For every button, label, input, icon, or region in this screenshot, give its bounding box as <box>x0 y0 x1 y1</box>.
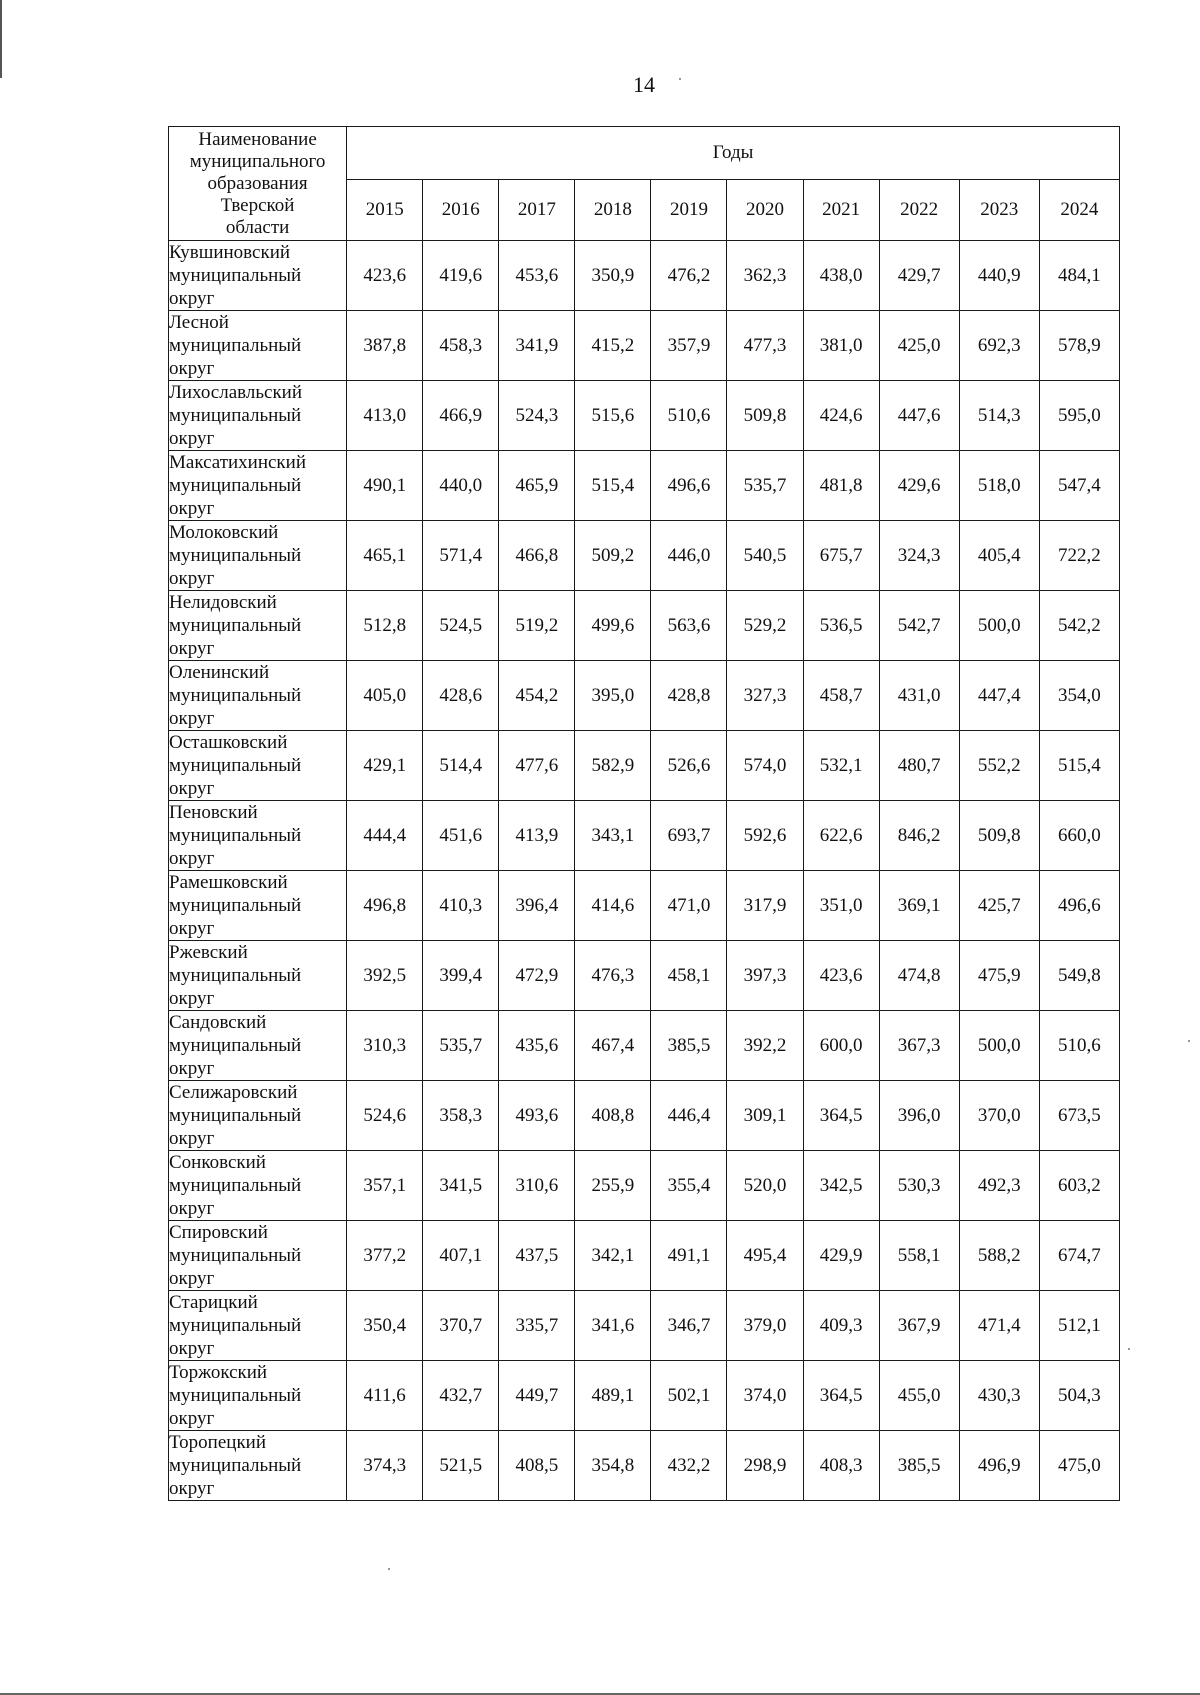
value-cell: 466,8 <box>499 521 575 591</box>
year-header-2022: 2022 <box>879 180 959 241</box>
value-cell: 438,0 <box>803 241 879 311</box>
table-row <box>169 381 1120 451</box>
value-cell: 529,2 <box>727 591 803 661</box>
municipality-name-line: муниципальный <box>169 685 302 706</box>
value-cell: 451,6 <box>423 801 499 871</box>
municipality-name-line: Сандовский <box>169 1012 267 1033</box>
table-row <box>169 1291 1120 1361</box>
value-cell: 480,7 <box>879 731 959 801</box>
value-cell: 429,1 <box>347 731 423 801</box>
value-cell: 476,3 <box>575 941 651 1011</box>
municipality-name-line: округ <box>169 288 215 309</box>
value-cell: 423,6 <box>347 241 423 311</box>
value-cell: 499,6 <box>575 591 651 661</box>
value-cell: 477,3 <box>727 311 803 381</box>
value-cell: 440,9 <box>959 241 1039 311</box>
header-row-top <box>169 127 1120 180</box>
table-row <box>169 591 1120 661</box>
value-cell: 535,7 <box>727 451 803 521</box>
value-cell: 454,2 <box>499 661 575 731</box>
value-cell: 369,1 <box>879 871 959 941</box>
value-cell: 526,6 <box>651 731 727 801</box>
municipality-name-line: округ <box>169 778 215 799</box>
value-cell: 475,9 <box>959 941 1039 1011</box>
value-cell: 447,4 <box>959 661 1039 731</box>
municipality-name-line: округ <box>169 428 215 449</box>
value-cell: 374,3 <box>347 1431 423 1501</box>
value-cell: 415,2 <box>575 311 651 381</box>
municipality-name-line: муниципальный <box>169 615 302 636</box>
value-cell: 367,3 <box>879 1011 959 1081</box>
value-cell: 342,1 <box>575 1221 651 1291</box>
value-cell: 481,8 <box>803 451 879 521</box>
municipality-name-line: Осташковский <box>169 732 288 753</box>
municipality-name-cell <box>169 731 347 801</box>
value-cell: 370,0 <box>959 1081 1039 1151</box>
value-cell: 542,2 <box>1039 591 1119 661</box>
year-header-2023: 2023 <box>959 180 1039 241</box>
value-cell: 475,0 <box>1039 1431 1119 1501</box>
municipality-name-line: округ <box>169 1128 215 1149</box>
value-cell: 354,8 <box>575 1431 651 1501</box>
value-cell: 471,4 <box>959 1291 1039 1361</box>
value-cell: 298,9 <box>727 1431 803 1501</box>
value-cell: 722,2 <box>1039 521 1119 591</box>
value-cell: 504,3 <box>1039 1361 1119 1431</box>
value-cell: 535,7 <box>423 1011 499 1081</box>
value-cell: 399,4 <box>423 941 499 1011</box>
value-cell: 309,1 <box>727 1081 803 1151</box>
municipality-name-cell <box>169 941 347 1011</box>
value-cell: 458,7 <box>803 661 879 731</box>
municipality-name-line: Торжокский <box>169 1362 268 1383</box>
table-row <box>169 241 1120 311</box>
value-cell: 408,3 <box>803 1431 879 1501</box>
value-cell: 496,9 <box>959 1431 1039 1501</box>
value-cell: 397,3 <box>727 941 803 1011</box>
value-cell: 429,7 <box>879 241 959 311</box>
value-cell: 310,3 <box>347 1011 423 1081</box>
value-cell: 491,1 <box>651 1221 727 1291</box>
municipality-name-line: Старицкий <box>169 1292 258 1313</box>
value-cell: 571,4 <box>423 521 499 591</box>
value-cell: 536,5 <box>803 591 879 661</box>
municipality-name-line: Рамешковский <box>169 872 288 893</box>
value-cell: 846,2 <box>879 801 959 871</box>
value-cell: 493,6 <box>499 1081 575 1151</box>
value-cell: 532,1 <box>803 731 879 801</box>
value-cell: 385,5 <box>879 1431 959 1501</box>
municipality-name-cell <box>169 521 347 591</box>
table-row <box>169 1431 1120 1501</box>
value-cell: 496,6 <box>1039 871 1119 941</box>
value-cell: 413,0 <box>347 381 423 451</box>
value-cell: 437,5 <box>499 1221 575 1291</box>
value-cell: 411,6 <box>347 1361 423 1431</box>
municipality-name-line: Молоковский <box>169 522 279 543</box>
municipality-name-cell <box>169 1291 347 1361</box>
value-cell: 496,8 <box>347 871 423 941</box>
value-cell: 446,0 <box>651 521 727 591</box>
municipality-name-line: Пеновский <box>169 802 258 823</box>
municipality-name-line: Нелидовский <box>169 592 277 613</box>
value-cell: 458,1 <box>651 941 727 1011</box>
value-cell: 341,6 <box>575 1291 651 1361</box>
municipality-name-line: муниципальный <box>169 1315 302 1336</box>
value-cell: 549,8 <box>1039 941 1119 1011</box>
scan-speck <box>1128 1348 1130 1350</box>
value-cell: 458,3 <box>423 311 499 381</box>
municipality-name-cell <box>169 451 347 521</box>
municipality-name-line: округ <box>169 708 215 729</box>
value-cell: 512,1 <box>1039 1291 1119 1361</box>
value-cell: 510,6 <box>651 381 727 451</box>
municipality-name-line: округ <box>169 988 215 1009</box>
value-cell: 377,2 <box>347 1221 423 1291</box>
value-cell: 514,4 <box>423 731 499 801</box>
value-cell: 466,9 <box>423 381 499 451</box>
municipality-name-cell <box>169 311 347 381</box>
name-header-line: Тверской <box>220 194 295 216</box>
value-cell: 660,0 <box>1039 801 1119 871</box>
value-cell: 346,7 <box>651 1291 727 1361</box>
value-cell: 392,2 <box>727 1011 803 1081</box>
municipality-name-line: Спировский <box>169 1222 268 1243</box>
municipality-name-line: Оленинский <box>169 662 270 683</box>
municipality-name-cell <box>169 1221 347 1291</box>
value-cell: 673,5 <box>1039 1081 1119 1151</box>
municipality-name-line: Кувшиновский <box>169 242 291 263</box>
value-cell: 396,4 <box>499 871 575 941</box>
value-cell: 692,3 <box>959 311 1039 381</box>
municipality-name-line: муниципальный <box>169 1035 302 1056</box>
municipality-name-line: муниципальный <box>169 825 302 846</box>
value-cell: 364,5 <box>803 1081 879 1151</box>
value-cell: 574,0 <box>727 731 803 801</box>
value-cell: 446,4 <box>651 1081 727 1151</box>
value-cell: 414,6 <box>575 871 651 941</box>
municipality-name-line: муниципальный <box>169 475 302 496</box>
value-cell: 489,1 <box>575 1361 651 1431</box>
value-cell: 444,4 <box>347 801 423 871</box>
municipality-name-line: округ <box>169 498 215 519</box>
value-cell: 510,6 <box>1039 1011 1119 1081</box>
value-cell: 674,7 <box>1039 1221 1119 1291</box>
table-row <box>169 1081 1120 1151</box>
value-cell: 519,2 <box>499 591 575 661</box>
table-body <box>169 241 1120 1501</box>
value-cell: 474,8 <box>879 941 959 1011</box>
value-cell: 428,8 <box>651 661 727 731</box>
value-cell: 467,4 <box>575 1011 651 1081</box>
municipality-name-line: Сонковский <box>169 1152 266 1173</box>
years-group-header: Годы <box>347 127 1120 180</box>
value-cell: 515,4 <box>1039 731 1119 801</box>
name-column-header <box>169 127 347 241</box>
value-cell: 521,5 <box>423 1431 499 1501</box>
data-table <box>168 126 1120 1501</box>
table-row <box>169 1011 1120 1081</box>
value-cell: 409,3 <box>803 1291 879 1361</box>
value-cell: 476,2 <box>651 241 727 311</box>
value-cell: 432,2 <box>651 1431 727 1501</box>
municipality-name-line: округ <box>169 1478 215 1499</box>
municipality-name-line: муниципальный <box>169 1105 302 1126</box>
municipality-name-line: округ <box>169 1058 215 1079</box>
municipality-name-line: округ <box>169 568 215 589</box>
year-header-2016: 2016 <box>423 180 499 241</box>
year-header-2024: 2024 <box>1039 180 1119 241</box>
value-cell: 514,3 <box>959 381 1039 451</box>
value-cell: 358,3 <box>423 1081 499 1151</box>
value-cell: 425,7 <box>959 871 1039 941</box>
year-header-2020: 2020 <box>727 180 803 241</box>
value-cell: 471,0 <box>651 871 727 941</box>
name-header-line: муниципального <box>189 150 326 172</box>
municipality-name-line: округ <box>169 1268 215 1289</box>
municipality-name-line: муниципальный <box>169 965 302 986</box>
value-cell: 424,6 <box>803 381 879 451</box>
value-cell: 430,3 <box>959 1361 1039 1431</box>
value-cell: 465,9 <box>499 451 575 521</box>
value-cell: 582,9 <box>575 731 651 801</box>
value-cell: 563,6 <box>651 591 727 661</box>
value-cell: 490,1 <box>347 451 423 521</box>
value-cell: 310,6 <box>499 1151 575 1221</box>
value-cell: 392,5 <box>347 941 423 1011</box>
year-header-2021: 2021 <box>803 180 879 241</box>
value-cell: 355,4 <box>651 1151 727 1221</box>
value-cell: 515,6 <box>575 381 651 451</box>
municipality-name-line: округ <box>169 1408 215 1429</box>
value-cell: 622,6 <box>803 801 879 871</box>
municipality-name-cell <box>169 661 347 731</box>
municipality-name-line: округ <box>169 1338 215 1359</box>
value-cell: 324,3 <box>879 521 959 591</box>
value-cell: 423,6 <box>803 941 879 1011</box>
value-cell: 515,4 <box>575 451 651 521</box>
value-cell: 429,9 <box>803 1221 879 1291</box>
municipality-name-line: муниципальный <box>169 405 302 426</box>
value-cell: 425,0 <box>879 311 959 381</box>
municipality-name-line: муниципальный <box>169 1175 302 1196</box>
municipality-name-cell <box>169 1361 347 1431</box>
name-header-line: области <box>225 216 290 238</box>
value-cell: 520,0 <box>727 1151 803 1221</box>
value-cell: 542,7 <box>879 591 959 661</box>
value-cell: 343,1 <box>575 801 651 871</box>
value-cell: 675,7 <box>803 521 879 591</box>
value-cell: 432,7 <box>423 1361 499 1431</box>
municipality-name-line: муниципальный <box>169 265 302 286</box>
table-row <box>169 1361 1120 1431</box>
value-cell: 395,0 <box>575 661 651 731</box>
value-cell: 374,0 <box>727 1361 803 1431</box>
scan-speck <box>1188 1040 1190 1042</box>
value-cell: 354,0 <box>1039 661 1119 731</box>
scan-edge-mark <box>0 0 2 78</box>
value-cell: 370,7 <box>423 1291 499 1361</box>
municipality-name-line: Лихославльский <box>169 382 303 403</box>
value-cell: 407,1 <box>423 1221 499 1291</box>
value-cell: 341,9 <box>499 311 575 381</box>
year-header-2017: 2017 <box>499 180 575 241</box>
value-cell: 362,3 <box>727 241 803 311</box>
scan-speck <box>679 78 681 80</box>
value-cell: 455,0 <box>879 1361 959 1431</box>
value-cell: 405,0 <box>347 661 423 731</box>
value-cell: 351,0 <box>803 871 879 941</box>
value-cell: 603,2 <box>1039 1151 1119 1221</box>
value-cell: 408,5 <box>499 1431 575 1501</box>
value-cell: 447,6 <box>879 381 959 451</box>
municipality-name-line: Максатихинский <box>169 452 306 473</box>
value-cell: 327,3 <box>727 661 803 731</box>
value-cell: 518,0 <box>959 451 1039 521</box>
municipality-name-line: Торопецкий <box>169 1432 267 1453</box>
value-cell: 341,5 <box>423 1151 499 1221</box>
value-cell: 524,5 <box>423 591 499 661</box>
value-cell: 530,3 <box>879 1151 959 1221</box>
value-cell: 509,8 <box>727 381 803 451</box>
name-header-line: Наименование <box>198 128 317 150</box>
municipality-name-cell <box>169 1151 347 1221</box>
value-cell: 255,9 <box>575 1151 651 1221</box>
value-cell: 335,7 <box>499 1291 575 1361</box>
municipality-name-line: муниципальный <box>169 1245 302 1266</box>
value-cell: 509,8 <box>959 801 1039 871</box>
value-cell: 552,2 <box>959 731 1039 801</box>
value-cell: 413,9 <box>499 801 575 871</box>
table-row <box>169 731 1120 801</box>
value-cell: 592,6 <box>727 801 803 871</box>
value-cell: 367,9 <box>879 1291 959 1361</box>
year-header-2015: 2015 <box>347 180 423 241</box>
value-cell: 408,8 <box>575 1081 651 1151</box>
municipality-name-line: Лесной <box>169 312 229 333</box>
value-cell: 524,3 <box>499 381 575 451</box>
table-row <box>169 311 1120 381</box>
value-cell: 385,5 <box>651 1011 727 1081</box>
value-cell: 578,9 <box>1039 311 1119 381</box>
table-row <box>169 1151 1120 1221</box>
table-row <box>169 521 1120 591</box>
value-cell: 350,4 <box>347 1291 423 1361</box>
value-cell: 357,1 <box>347 1151 423 1221</box>
municipality-name-line: муниципальный <box>169 335 302 356</box>
value-cell: 396,0 <box>879 1081 959 1151</box>
municipality-name-line: муниципальный <box>169 755 302 776</box>
municipality-name-cell <box>169 1081 347 1151</box>
municipality-name-line: округ <box>169 918 215 939</box>
municipality-name-cell <box>169 801 347 871</box>
value-cell: 558,1 <box>879 1221 959 1291</box>
value-cell: 472,9 <box>499 941 575 1011</box>
value-cell: 496,6 <box>651 451 727 521</box>
value-cell: 431,0 <box>879 661 959 731</box>
value-cell: 429,6 <box>879 451 959 521</box>
value-cell: 693,7 <box>651 801 727 871</box>
page-number: 14 <box>633 72 655 97</box>
municipality-name-line: Селижаровский <box>169 1082 298 1103</box>
value-cell: 500,0 <box>959 591 1039 661</box>
scan-speck <box>388 1568 390 1570</box>
value-cell: 357,9 <box>651 311 727 381</box>
municipality-name-line: округ <box>169 358 215 379</box>
municipality-name-line: муниципальный <box>169 895 302 916</box>
value-cell: 502,1 <box>651 1361 727 1431</box>
value-cell: 435,6 <box>499 1011 575 1081</box>
value-cell: 495,4 <box>727 1221 803 1291</box>
value-cell: 588,2 <box>959 1221 1039 1291</box>
value-cell: 381,0 <box>803 311 879 381</box>
value-cell: 410,3 <box>423 871 499 941</box>
value-cell: 342,5 <box>803 1151 879 1221</box>
table-row <box>169 661 1120 731</box>
municipality-name-cell <box>169 1431 347 1501</box>
value-cell: 453,6 <box>499 241 575 311</box>
municipality-name-line: Ржевский <box>169 942 248 963</box>
value-cell: 477,6 <box>499 731 575 801</box>
table-row <box>169 871 1120 941</box>
municipality-name-line: муниципальный <box>169 545 302 566</box>
value-cell: 484,1 <box>1039 241 1119 311</box>
municipality-name-cell <box>169 1011 347 1081</box>
value-cell: 440,0 <box>423 451 499 521</box>
value-cell: 350,9 <box>575 241 651 311</box>
table-row <box>169 941 1120 1011</box>
value-cell: 600,0 <box>803 1011 879 1081</box>
value-cell: 512,8 <box>347 591 423 661</box>
value-cell: 492,3 <box>959 1151 1039 1221</box>
value-cell: 405,4 <box>959 521 1039 591</box>
value-cell: 428,6 <box>423 661 499 731</box>
value-cell: 387,8 <box>347 311 423 381</box>
year-header-2019: 2019 <box>651 180 727 241</box>
municipality-name-line: округ <box>169 1198 215 1219</box>
value-cell: 509,2 <box>575 521 651 591</box>
municipality-name-line: муниципальный <box>169 1385 302 1406</box>
table-row <box>169 451 1120 521</box>
value-cell: 547,4 <box>1039 451 1119 521</box>
value-cell: 524,6 <box>347 1081 423 1151</box>
year-header-2018: 2018 <box>575 180 651 241</box>
value-cell: 379,0 <box>727 1291 803 1361</box>
municipality-name-line: округ <box>169 848 215 869</box>
municipality-name-cell <box>169 591 347 661</box>
value-cell: 540,5 <box>727 521 803 591</box>
municipality-name-cell <box>169 241 347 311</box>
value-cell: 364,5 <box>803 1361 879 1431</box>
municipality-name-cell <box>169 381 347 451</box>
value-cell: 500,0 <box>959 1011 1039 1081</box>
value-cell: 317,9 <box>727 871 803 941</box>
value-cell: 449,7 <box>499 1361 575 1431</box>
value-cell: 419,6 <box>423 241 499 311</box>
municipality-name-line: округ <box>169 638 215 659</box>
value-cell: 465,1 <box>347 521 423 591</box>
name-header-line: образования <box>207 172 308 194</box>
municipality-name-cell <box>169 871 347 941</box>
table-row <box>169 1221 1120 1291</box>
value-cell: 595,0 <box>1039 381 1119 451</box>
table-row <box>169 801 1120 871</box>
municipality-name-line: муниципальный <box>169 1455 302 1476</box>
